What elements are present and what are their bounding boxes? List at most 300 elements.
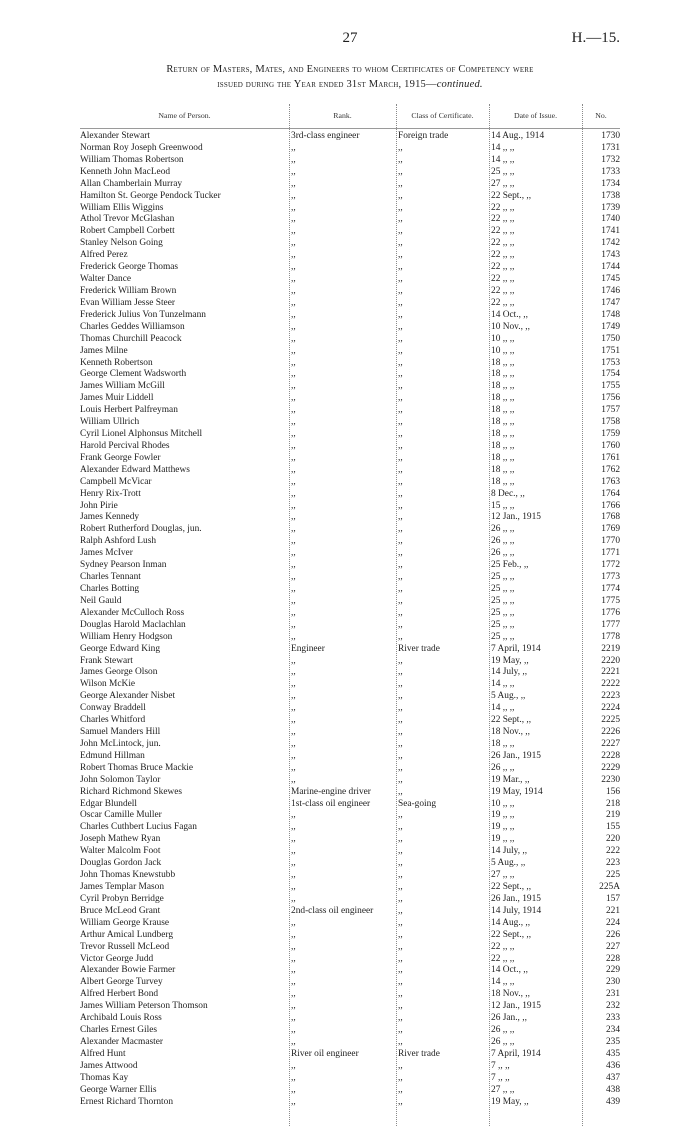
rank: ,, <box>291 1013 296 1024</box>
table-row <box>80 429 620 440</box>
rank: ,, <box>291 452 296 463</box>
page-number: 27 <box>342 30 358 46</box>
certificate-class: ,, <box>398 1084 403 1095</box>
certificate-number: 1733 <box>601 166 620 177</box>
table-row <box>80 870 620 881</box>
certificate-class: ,, <box>398 893 403 904</box>
date-of-issue: 18 ,, ,, <box>491 417 515 428</box>
certificate-number: 157 <box>605 893 620 904</box>
certificate-number: 2228 <box>601 750 620 761</box>
person-name: Charles Geddes Williamson <box>80 321 185 332</box>
table-row <box>80 965 620 976</box>
person-name: John McLintock, jun. <box>80 738 161 749</box>
person-name: Athol Trevor McGlashan <box>80 214 175 225</box>
date-of-issue: 18 ,, ,, <box>491 738 515 749</box>
rank: ,, <box>291 500 296 511</box>
person-name: Arthur Amical Lundberg <box>80 929 174 940</box>
table-row <box>80 274 620 285</box>
person-name: James Attwood <box>80 1060 138 1071</box>
rank: ,, <box>291 858 296 869</box>
table-row <box>80 644 620 655</box>
person-name: Louis Herbert Palfreyman <box>80 405 178 416</box>
certificate-class: ,, <box>398 691 403 702</box>
table-row <box>80 799 620 810</box>
rank: ,, <box>291 1084 296 1095</box>
certificate-number: 1773 <box>601 572 620 582</box>
rank: ,, <box>291 607 296 618</box>
date-of-issue: 25 ,, ,, <box>491 607 515 618</box>
person-name: Ernest Richard Thornton <box>80 1096 174 1107</box>
person-name: William Henry Hodgson <box>80 631 173 642</box>
rank: ,, <box>291 595 296 606</box>
person-name: Alexander Stewart <box>80 131 151 141</box>
table-row <box>80 512 620 523</box>
person-name: Alexander Macmaster <box>80 1036 164 1047</box>
rank: ,, <box>291 297 296 308</box>
rank: Marine-engine driver <box>291 786 371 797</box>
date-of-issue: 14 ,, ,, <box>491 154 515 165</box>
table-row <box>80 131 620 142</box>
person-name: Neil Gauld <box>80 595 122 606</box>
person-name: Alexander McCulloch Ross <box>80 607 185 618</box>
certificate-number: 435 <box>605 1048 620 1059</box>
rank: ,, <box>291 178 296 189</box>
date-of-issue: 26 Jan., 1915 <box>491 750 541 761</box>
certificate-class: ,, <box>398 262 403 273</box>
certificate-class: ,, <box>398 667 403 678</box>
person-name: Campbell McVicar <box>80 476 152 487</box>
certificate-number: 1751 <box>601 345 620 356</box>
person-name: Walter Malcolm Foot <box>80 846 161 857</box>
date-of-issue: 7 April, 1914 <box>491 643 541 654</box>
table-row <box>80 1013 620 1024</box>
person-name: Alfred Herbert Bond <box>80 989 159 1000</box>
table-row <box>80 417 620 428</box>
certificate-class: ,, <box>398 619 403 630</box>
person-name: Conway Braddell <box>80 703 146 714</box>
certificate-class: ,, <box>398 786 403 797</box>
table-row <box>80 977 620 988</box>
table-row <box>80 989 620 1000</box>
date-of-issue: 19 May, ,, <box>491 655 529 666</box>
certificate-number: 1749 <box>601 321 620 332</box>
certificate-number: 2230 <box>601 774 620 785</box>
certificate-number: 1732 <box>601 154 620 165</box>
certificate-class: ,, <box>398 941 403 952</box>
title-line-1: Return of Masters, Mates, and Engineers to whom Certificates of Competency were <box>166 64 534 75</box>
certificate-number: 232 <box>605 1001 620 1012</box>
date-of-issue: 18 ,, ,, <box>491 357 515 368</box>
table-row <box>80 155 620 166</box>
date-of-issue: 7 ,, ,, <box>491 1060 510 1071</box>
person-name: Alfred Perez <box>80 250 128 261</box>
certificate-class: ,, <box>398 500 403 511</box>
table-header <box>80 109 620 123</box>
table-row <box>80 298 620 309</box>
date-of-issue: 18 ,, ,, <box>491 381 515 392</box>
rank: ,, <box>291 750 296 761</box>
date-of-issue: 18 Nov., ,, <box>491 727 530 737</box>
certificate-class: ,, <box>398 309 403 320</box>
rank: ,, <box>291 154 296 165</box>
table-row <box>80 775 620 786</box>
person-name: George Alexander Nisbet <box>80 691 176 702</box>
date-of-issue: 19 May, ,, <box>491 1096 529 1107</box>
table-row <box>80 810 620 821</box>
table-row <box>80 1037 620 1048</box>
table-row <box>80 453 620 464</box>
certificate-class: ,, <box>398 142 403 153</box>
person-name: Kenneth Robertson <box>80 357 153 368</box>
certificate-class: ,, <box>398 584 403 594</box>
date-of-issue: 26 ,, ,, <box>491 762 515 773</box>
table-row <box>80 942 620 953</box>
table-row <box>80 822 620 833</box>
date-of-issue: 14 Aug., 1914 <box>491 131 545 141</box>
person-name: James George Olson <box>80 667 158 678</box>
rank: ,, <box>291 631 296 642</box>
table-row <box>80 524 620 535</box>
certificate-number: 221 <box>605 905 620 916</box>
certificate-number: 229 <box>605 965 620 976</box>
person-name: Oscar Camille Muller <box>80 810 162 821</box>
rank: ,, <box>291 357 296 368</box>
rank: ,, <box>291 369 296 380</box>
person-name: Charles Tennant <box>80 572 141 582</box>
person-name: Frank George Fowler <box>80 452 161 463</box>
rank: ,, <box>291 345 296 356</box>
rank: ,, <box>291 691 296 702</box>
column-header-class: Class of Certificate. <box>411 111 474 120</box>
table-row <box>80 918 620 929</box>
rank: ,, <box>291 286 296 296</box>
table-row <box>80 882 620 893</box>
certificate-class: ,, <box>398 250 403 261</box>
person-name: Charles Ernest Giles <box>80 1025 158 1035</box>
certificate-number: 223 <box>605 858 620 869</box>
certificate-class: ,, <box>398 548 403 559</box>
column-header-rank: Rank. <box>333 111 352 120</box>
certificate-class: ,, <box>398 679 403 690</box>
rank: ,, <box>291 1025 296 1035</box>
certificate-number: 224 <box>605 917 620 928</box>
table-row <box>80 608 620 619</box>
person-name: Frederick George Thomas <box>80 262 179 273</box>
date-of-issue: 22 ,, ,, <box>491 286 515 296</box>
rank: ,, <box>291 464 296 475</box>
rank: ,, <box>291 941 296 952</box>
table-row <box>80 1049 620 1060</box>
rank: ,, <box>291 488 296 499</box>
certificate-number: 1753 <box>601 357 620 368</box>
date-of-issue: 7 ,, ,, <box>491 1072 510 1083</box>
table-row <box>80 667 620 678</box>
person-name: Walter Dance <box>80 274 132 284</box>
rank: ,, <box>291 679 296 690</box>
date-of-issue: 14 ,, ,, <box>491 977 515 988</box>
certificate-class: ,, <box>398 417 403 428</box>
table-row <box>80 656 620 667</box>
person-name: Samuel Manders Hill <box>80 727 161 737</box>
title-line-2 <box>60 77 640 92</box>
person-name: John Solomon Taylor <box>80 774 161 785</box>
person-name: Charles Cuthbert Lucius Fagan <box>80 822 197 833</box>
rank: ,, <box>291 715 296 726</box>
table-row <box>80 322 620 333</box>
column-header-no: No. <box>595 111 607 120</box>
certificate-class: ,, <box>398 834 403 845</box>
certificate-class: ,, <box>398 226 403 237</box>
date-of-issue: 14 ,, ,, <box>491 679 515 690</box>
rank: ,, <box>291 1036 296 1047</box>
certificate-class: ,, <box>398 297 403 308</box>
certificate-number: 230 <box>605 977 620 988</box>
rank: ,, <box>291 440 296 451</box>
certificate-number: 227 <box>605 941 620 952</box>
date-of-issue: 26 Jan., ,, <box>491 1013 527 1024</box>
certificate-number: 225 <box>605 870 620 880</box>
certificate-number: 1742 <box>601 238 620 249</box>
table-row <box>80 846 620 857</box>
rank: ,, <box>291 655 296 666</box>
date-of-issue: 26 Jan., 1915 <box>491 893 541 904</box>
table-row <box>80 226 620 237</box>
date-of-issue: 14 ,, ,, <box>491 142 515 153</box>
person-name: Henry Rix-Trott <box>80 488 141 499</box>
table-row <box>80 393 620 404</box>
certificate-class: ,, <box>398 214 403 225</box>
person-name: John Thomas Knewstubb <box>80 870 176 880</box>
date-of-issue: 14 July, ,, <box>491 667 528 678</box>
table-row <box>80 1085 620 1096</box>
table-row <box>80 536 620 547</box>
person-name: Robert Campbell Corbett <box>80 226 175 237</box>
date-of-issue: 25 ,, ,, <box>491 619 515 630</box>
certificate-number: 1777 <box>601 619 620 630</box>
certificate-class: ,, <box>398 488 403 499</box>
table-row <box>80 906 620 917</box>
rank: ,, <box>291 250 296 261</box>
certificate-number: 1741 <box>601 226 620 237</box>
certificate-number: 1770 <box>601 536 620 547</box>
date-of-issue: 26 ,, ,, <box>491 524 515 535</box>
certificate-class: ,, <box>398 333 403 344</box>
certificate-class: Foreign trade <box>398 131 449 141</box>
certificate-number: 220 <box>605 834 620 845</box>
certificate-number: 2222 <box>601 679 620 690</box>
person-name: John Pirie <box>80 500 118 511</box>
date-of-issue: 22 ,, ,, <box>491 226 515 237</box>
date-of-issue: 25 ,, ,, <box>491 166 515 177</box>
certificate-class: ,, <box>398 1013 403 1024</box>
person-name: Sydney Pearson Inman <box>80 560 167 571</box>
rank: ,, <box>291 929 296 940</box>
certificate-number: 1763 <box>601 476 620 487</box>
person-name: Cyril Probyn Berridge <box>80 893 164 904</box>
person-name: Kenneth John MacLeod <box>80 166 171 177</box>
certificate-number: 235 <box>605 1036 620 1047</box>
person-name: William Ullrich <box>80 417 140 428</box>
certificate-class: ,, <box>398 1001 403 1012</box>
person-name: Edmund Hillman <box>80 750 145 761</box>
date-of-issue: 14 Oct., ,, <box>491 309 528 320</box>
table-row <box>80 214 620 225</box>
rank: ,, <box>291 1072 296 1083</box>
certificate-number: 1776 <box>601 607 620 618</box>
certificate-number: 1730 <box>601 131 620 141</box>
certificate-class: ,, <box>398 917 403 928</box>
certificate-class: ,, <box>398 572 403 582</box>
date-of-issue: 26 ,, ,, <box>491 1036 515 1047</box>
date-of-issue: 15 ,, ,, <box>491 500 515 511</box>
certificate-number: 226 <box>605 929 620 940</box>
certificate-class: ,, <box>398 321 403 332</box>
date-of-issue: 19 May, 1914 <box>491 786 543 797</box>
certificate-number: 1743 <box>601 250 620 261</box>
rank: ,, <box>291 953 296 964</box>
rank: ,, <box>291 822 296 833</box>
person-name: Robert Thomas Bruce Mackie <box>80 762 194 773</box>
person-name: James Muir Liddell <box>80 393 154 404</box>
document-code: H.—15. <box>571 30 620 46</box>
table-row <box>80 787 620 798</box>
certificate-number: 1771 <box>601 548 620 559</box>
table-row <box>80 179 620 190</box>
certificate-number: 2219 <box>601 643 620 654</box>
date-of-issue: 19 ,, ,, <box>491 822 515 833</box>
certificate-class: ,, <box>398 178 403 189</box>
table-row <box>80 143 620 154</box>
certificate-number: 231 <box>605 989 620 1000</box>
certificate-class: ,, <box>398 393 403 404</box>
date-of-issue: 27 ,, ,, <box>491 870 515 880</box>
certificate-number: 1760 <box>601 440 620 451</box>
person-name: William Thomas Robertson <box>80 154 184 165</box>
certificate-class: ,, <box>398 882 403 892</box>
rank: ,, <box>291 703 296 714</box>
certificate-class: ,, <box>398 476 403 487</box>
rank: ,, <box>291 274 296 284</box>
rank: ,, <box>291 238 296 249</box>
certificate-class: ,, <box>398 1096 403 1107</box>
person-name: Alexander Edward Matthews <box>80 464 190 475</box>
certificate-number: 219 <box>605 810 620 821</box>
header-rule <box>80 128 620 129</box>
certificate-class: ,, <box>398 452 403 463</box>
date-of-issue: 22 ,, ,, <box>491 274 515 284</box>
certificate-class: ,, <box>398 870 403 880</box>
table-row <box>80 167 620 178</box>
table-row <box>80 620 620 631</box>
rank: ,, <box>291 262 296 273</box>
date-of-issue: 22 Sept., ,, <box>491 190 532 201</box>
table-row <box>80 441 620 452</box>
table-row <box>80 1025 620 1036</box>
certificate-class: ,, <box>398 405 403 416</box>
date-of-issue: 22 ,, ,, <box>491 214 515 225</box>
person-name: Richard Richmond Skewes <box>80 786 183 797</box>
table-row <box>80 739 620 750</box>
person-name: James William McGill <box>80 381 165 392</box>
date-of-issue: 19 ,, ,, <box>491 834 515 845</box>
table-row <box>80 691 620 702</box>
column-header-name: Name of Person. <box>158 111 211 120</box>
rank: ,, <box>291 214 296 225</box>
table-row <box>80 358 620 369</box>
certificate-number: 1768 <box>601 512 620 523</box>
rank: ,, <box>291 333 296 344</box>
date-of-issue: 19 Mar., ,, <box>491 774 530 785</box>
certificate-number: 1774 <box>601 584 620 594</box>
table-row <box>80 894 620 905</box>
date-of-issue: 18 ,, ,, <box>491 476 515 487</box>
certificate-number: 222 <box>605 846 620 857</box>
certificate-number: 1731 <box>601 142 620 153</box>
person-name: Frederick Julius Von Tunzelmann <box>80 309 206 320</box>
table-row <box>80 203 620 214</box>
person-name: Trevor Russell McLeod <box>80 941 170 952</box>
certificate-class: ,, <box>398 1036 403 1047</box>
date-of-issue: 10 ,, ,, <box>491 345 515 356</box>
date-of-issue: 26 ,, ,, <box>491 1025 515 1035</box>
rank: 3rd-class engineer <box>291 131 360 141</box>
rank: ,, <box>291 1096 296 1107</box>
rank: ,, <box>291 381 296 392</box>
certificate-class: ,, <box>398 512 403 523</box>
person-name: Cyril Lionel Alphonsus Mitchell <box>80 429 203 439</box>
rank: ,, <box>291 774 296 785</box>
table-row <box>80 1073 620 1084</box>
rank: ,, <box>291 190 296 201</box>
rank: ,, <box>291 965 296 976</box>
certificate-class: ,, <box>398 929 403 940</box>
certificate-class: ,, <box>398 202 403 213</box>
person-name: Edgar Blundell <box>80 798 138 809</box>
certificate-class: ,, <box>398 166 403 177</box>
person-name: Douglas Gordon Jack <box>80 858 162 869</box>
certificate-class: ,, <box>398 822 403 833</box>
certificate-class: River trade <box>398 1048 440 1059</box>
table-row <box>80 715 620 726</box>
person-name: Evan William Jesse Steer <box>80 297 175 308</box>
date-of-issue: 22 Sept., ,, <box>491 715 532 726</box>
table-row <box>80 477 620 488</box>
date-of-issue: 18 ,, ,, <box>491 440 515 451</box>
certificate-number: 156 <box>605 786 620 797</box>
person-name: James Milne <box>80 345 128 356</box>
certificate-class: ,, <box>398 846 403 857</box>
date-of-issue: 22 ,, ,, <box>491 238 515 249</box>
person-name: Thomas Kay <box>80 1072 129 1083</box>
date-of-issue: 8 Dec., ,, <box>491 488 525 499</box>
rank: River oil engineer <box>291 1048 359 1059</box>
certificate-number: 1766 <box>601 500 620 511</box>
certificate-number: 2220 <box>601 655 620 666</box>
person-name: George Clement Wadsworth <box>80 369 187 380</box>
rank: ,, <box>291 727 296 737</box>
rank: ,, <box>291 548 296 559</box>
person-name: Thomas Churchill Peacock <box>80 333 182 344</box>
certificate-number: 155 <box>605 822 620 833</box>
table-row <box>80 679 620 690</box>
certificate-number: 233 <box>605 1013 620 1024</box>
person-name: Wilson McKie <box>80 679 136 690</box>
rank: ,, <box>291 882 296 892</box>
date-of-issue: 22 Sept., ,, <box>491 882 532 892</box>
certificate-class: ,, <box>398 154 403 165</box>
table-row <box>80 465 620 476</box>
person-name: Robert Rutherford Douglas, jun. <box>80 524 202 535</box>
